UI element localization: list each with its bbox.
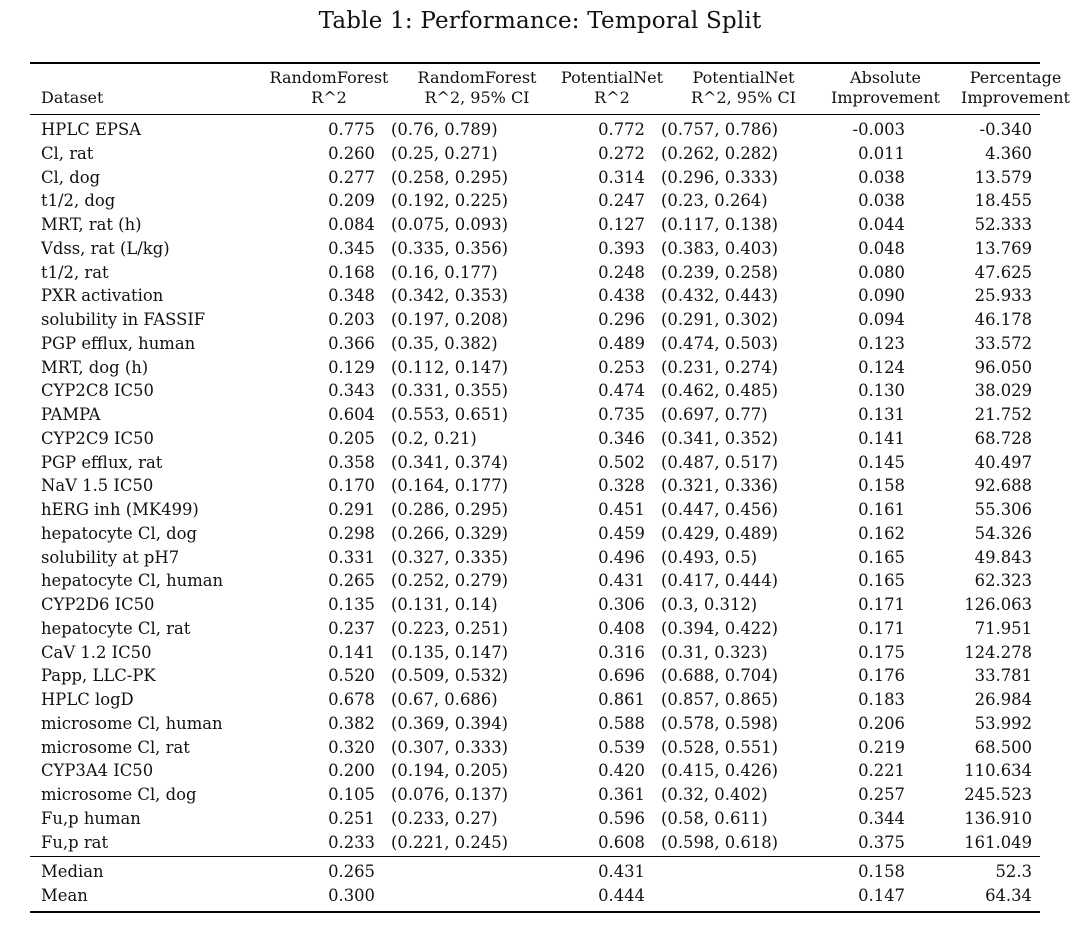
cell-pn-r2: 0.328 — [598, 476, 645, 496]
table-row — [30, 783, 1040, 807]
cell-percentage-improvement: -0.340 — [979, 120, 1032, 139]
cell-rf-ci: (0.135, 0.147) — [391, 642, 509, 662]
cell-pn-r2: 0.408 — [598, 618, 645, 638]
summary-row — [30, 884, 1040, 911]
cell-rf-r2: 0.084 — [328, 215, 375, 234]
cell-percentage-improvement: 13.579 — [974, 167, 1032, 187]
table-row — [30, 712, 1040, 736]
cell-pn-r2: 0.431 — [598, 862, 645, 882]
cell-pn-r2: 0.861 — [598, 690, 645, 709]
cell-percentage-improvement: 47.625 — [974, 262, 1032, 282]
cell-dataset: PGP efflux, rat — [41, 452, 163, 472]
cell-absolute-improvement: 0.176 — [858, 666, 905, 686]
cell-pn-ci: (0.239, 0.258) — [661, 262, 779, 282]
cell-absolute-improvement: 0.161 — [858, 500, 905, 519]
cell-rf-ci: (0.252, 0.279) — [391, 571, 509, 591]
cell-absolute-improvement: -0.003 — [852, 120, 905, 139]
table-row — [30, 284, 1040, 308]
cell-pn-r2: 0.596 — [598, 808, 645, 828]
cell-pn-r2: 0.539 — [598, 737, 645, 757]
cell-absolute-improvement: 0.344 — [858, 808, 905, 828]
results-table — [30, 64, 1080, 114]
cell-percentage-improvement: 4.360 — [985, 143, 1032, 163]
cell-percentage-improvement: 52.333 — [974, 215, 1032, 234]
table-row — [30, 308, 1040, 332]
cell-absolute-improvement: 0.044 — [858, 215, 905, 234]
cell-pn-ci: (0.291, 0.302) — [661, 310, 779, 329]
cell-dataset: Fu,p rat — [41, 832, 109, 852]
table-row — [30, 474, 1040, 498]
cell-pn-r2: 0.431 — [598, 571, 645, 591]
cell-percentage-improvement: 68.728 — [974, 428, 1032, 448]
summary-table — [30, 857, 1040, 911]
cell-rf-ci — [375, 884, 525, 911]
cell-rf-r2: 0.366 — [328, 333, 375, 353]
cell-pn-r2: 0.361 — [598, 785, 645, 804]
table-row — [30, 115, 1040, 142]
cell-absolute-improvement: 0.162 — [858, 523, 905, 543]
cell-rf-r2: 0.233 — [328, 832, 375, 852]
header-pn-ci-line1: PotentialNet — [692, 68, 795, 87]
cell-rf-r2: 0.265 — [328, 862, 375, 882]
cell-percentage-improvement: 18.455 — [974, 191, 1032, 211]
table-row — [30, 688, 1040, 712]
header-pn-r2-line1: PotentialNet — [560, 68, 664, 87]
cell-pn-r2: 0.296 — [598, 310, 645, 329]
cell-dataset: Mean — [41, 886, 88, 906]
cell-percentage-improvement: 55.306 — [974, 500, 1032, 519]
cell-dataset: CYP2C9 IC50 — [41, 428, 154, 448]
header-dataset-label: Dataset — [41, 88, 104, 107]
cell-pn-r2: 0.459 — [598, 523, 645, 543]
cell-pn-ci: (0.462, 0.485) — [661, 381, 779, 401]
cell-percentage-improvement: 46.178 — [974, 310, 1032, 329]
cell-dataset: Cl, dog — [41, 167, 101, 187]
cell-absolute-improvement: 0.011 — [858, 143, 905, 163]
header-abs-line1: Absolute — [850, 68, 921, 87]
cell-rf-ci: (0.76, 0.789) — [391, 120, 498, 139]
cell-rf-r2: 0.343 — [328, 381, 375, 401]
table-summary — [30, 857, 1040, 911]
cell-absolute-improvement: 0.219 — [858, 737, 905, 757]
cell-rf-r2: 0.775 — [328, 120, 375, 139]
table-row — [30, 237, 1040, 261]
cell-rf-r2: 0.170 — [328, 476, 375, 496]
cell-dataset: solubility at pH7 — [41, 547, 180, 567]
cell-pn-r2: 0.272 — [598, 143, 645, 163]
cell-pn-r2: 0.772 — [598, 120, 645, 139]
cell-dataset: HPLC EPSA — [41, 120, 142, 139]
cell-percentage-improvement: 33.781 — [974, 666, 1032, 686]
cell-rf-ci: (0.075, 0.093) — [391, 215, 509, 234]
cell-dataset: t1/2, rat — [41, 262, 109, 282]
cell-dataset: MRT, dog (h) — [41, 357, 149, 377]
cell-pn-ci: (0.394, 0.422) — [661, 618, 779, 638]
cell-pn-r2: 0.438 — [598, 286, 645, 306]
cell-pn-r2: 0.608 — [598, 832, 645, 852]
cell-dataset: PAMPA — [41, 405, 101, 424]
cell-absolute-improvement: 0.165 — [858, 571, 905, 591]
cell-dataset: HPLC logD — [41, 690, 134, 709]
cell-percentage-improvement: 64.34 — [985, 886, 1032, 906]
table-row — [30, 356, 1040, 380]
cell-rf-ci — [375, 857, 525, 884]
header-absolute-improvement — [811, 64, 948, 114]
cell-absolute-improvement: 0.141 — [858, 428, 905, 448]
cell-pn-ci: (0.262, 0.282) — [661, 143, 779, 163]
cell-absolute-improvement: 0.158 — [858, 476, 905, 496]
cell-rf-r2: 0.260 — [328, 143, 375, 163]
cell-percentage-improvement: 52.3 — [995, 862, 1032, 882]
table-row — [30, 379, 1040, 403]
cell-rf-r2: 0.320 — [328, 737, 375, 757]
cell-rf-ci: (0.16, 0.177) — [391, 262, 498, 282]
table-row — [30, 142, 1040, 166]
header-rf-r2 — [256, 64, 394, 114]
cell-pn-ci — [645, 857, 780, 884]
cell-dataset: CaV 1.2 IC50 — [41, 642, 152, 662]
cell-absolute-improvement: 0.206 — [858, 713, 905, 733]
cell-pn-r2: 0.247 — [598, 191, 645, 211]
cell-pn-r2: 0.735 — [598, 405, 645, 424]
bottom-rule — [30, 911, 1040, 913]
header-percentage-improvement — [948, 64, 1080, 114]
cell-rf-r2: 0.141 — [328, 642, 375, 662]
table-row — [30, 807, 1040, 831]
table-row — [30, 451, 1040, 475]
cell-rf-ci: (0.258, 0.295) — [391, 167, 509, 187]
cell-pn-r2: 0.306 — [598, 595, 645, 614]
cell-dataset: microsome Cl, dog — [41, 785, 197, 804]
cell-dataset: hepatocyte Cl, human — [41, 571, 224, 591]
table-row — [30, 261, 1040, 285]
cell-rf-ci: (0.286, 0.295) — [391, 500, 509, 519]
cell-rf-r2: 0.358 — [328, 452, 375, 472]
cell-pn-r2: 0.253 — [598, 357, 645, 377]
cell-percentage-improvement: 49.843 — [974, 547, 1032, 567]
summary-row — [30, 857, 1040, 884]
cell-dataset: CYP3A4 IC50 — [41, 761, 154, 781]
cell-dataset: Papp, LLC-PK — [41, 666, 156, 686]
table-row — [30, 332, 1040, 356]
header-pn-ci — [672, 64, 811, 114]
cell-pn-ci: (0.757, 0.786) — [661, 120, 779, 139]
cell-rf-r2: 0.135 — [328, 595, 375, 614]
cell-pn-ci: (0.3, 0.312) — [661, 595, 758, 614]
header-rf-ci — [394, 64, 552, 114]
cell-rf-ci: (0.307, 0.333) — [391, 737, 509, 757]
header-pn-ci-line2: R^2, 95% CI — [690, 88, 796, 107]
cell-pn-ci: (0.528, 0.551) — [661, 737, 779, 757]
cell-absolute-improvement: 0.038 — [858, 191, 905, 211]
cell-pn-ci: (0.231, 0.274) — [661, 357, 779, 377]
cell-dataset: CYP2C8 IC50 — [41, 381, 154, 401]
cell-percentage-improvement: 38.029 — [974, 381, 1032, 401]
cell-pn-ci: (0.321, 0.336) — [661, 476, 779, 496]
table-row — [30, 166, 1040, 190]
cell-dataset: microsome Cl, human — [41, 713, 223, 733]
table-row — [30, 664, 1040, 688]
cell-percentage-improvement: 245.523 — [964, 785, 1032, 804]
header-pn-r2 — [552, 64, 672, 114]
cell-pn-ci: (0.296, 0.333) — [661, 167, 779, 187]
cell-rf-r2: 0.237 — [328, 618, 375, 638]
cell-absolute-improvement: 0.257 — [858, 785, 905, 804]
cell-pn-ci: (0.493, 0.5) — [661, 547, 758, 567]
table-row — [30, 522, 1040, 546]
cell-dataset: NaV 1.5 IC50 — [41, 476, 154, 496]
header-rf-r2-line2: R^2 — [311, 88, 347, 107]
cell-rf-ci: (0.509, 0.532) — [391, 666, 509, 686]
header-row — [30, 64, 1080, 114]
cell-rf-ci: (0.2, 0.21) — [391, 428, 477, 448]
cell-percentage-improvement: 21.752 — [974, 405, 1032, 424]
table-body — [30, 115, 1040, 856]
header-rf-r2-line1: RandomForest — [269, 68, 389, 87]
cell-absolute-improvement: 0.038 — [858, 167, 905, 187]
cell-pn-ci: (0.487, 0.517) — [661, 452, 779, 472]
cell-percentage-improvement: 62.323 — [974, 571, 1032, 591]
cell-absolute-improvement: 0.221 — [858, 761, 905, 781]
table-row — [30, 569, 1040, 593]
cell-pn-ci: (0.32, 0.402) — [661, 785, 768, 804]
cell-pn-r2: 0.420 — [598, 761, 645, 781]
cell-rf-ci: (0.112, 0.147) — [391, 357, 509, 377]
cell-rf-ci: (0.223, 0.251) — [391, 618, 509, 638]
cell-pn-r2: 0.316 — [598, 642, 645, 662]
cell-rf-ci: (0.335, 0.356) — [391, 238, 509, 258]
cell-pn-ci: (0.383, 0.403) — [661, 238, 779, 258]
cell-rf-r2: 0.105 — [328, 785, 375, 804]
cell-pn-ci: (0.432, 0.443) — [661, 286, 779, 306]
cell-percentage-improvement: 68.500 — [974, 737, 1032, 757]
cell-rf-ci: (0.076, 0.137) — [391, 785, 509, 804]
cell-pn-r2: 0.696 — [598, 666, 645, 686]
cell-rf-ci: (0.194, 0.205) — [391, 761, 509, 781]
cell-rf-r2: 0.205 — [328, 428, 375, 448]
cell-absolute-improvement: 0.175 — [858, 642, 905, 662]
header-abs-line2: Improvement — [831, 88, 940, 107]
cell-pn-ci: (0.598, 0.618) — [661, 832, 779, 852]
cell-percentage-improvement: 54.326 — [974, 523, 1032, 543]
cell-rf-ci: (0.233, 0.27) — [391, 808, 498, 828]
cell-pn-ci: (0.429, 0.489) — [661, 523, 779, 543]
cell-dataset: hERG inh (MK499) — [41, 500, 199, 519]
table-row — [30, 403, 1040, 427]
cell-percentage-improvement: 40.497 — [974, 452, 1032, 472]
cell-rf-r2: 0.209 — [328, 191, 375, 211]
cell-dataset: solubility in FASSIF — [41, 310, 206, 329]
cell-pn-ci: (0.688, 0.704) — [661, 666, 779, 686]
cell-pn-ci: (0.447, 0.456) — [661, 500, 779, 519]
cell-absolute-improvement: 0.165 — [858, 547, 905, 567]
header-rf-ci-line1: RandomForest — [417, 68, 537, 87]
cell-pn-ci: (0.474, 0.503) — [661, 333, 779, 353]
table-row — [30, 593, 1040, 617]
cell-pn-r2: 0.314 — [598, 167, 645, 187]
cell-pn-r2: 0.393 — [598, 238, 645, 258]
cell-absolute-improvement: 0.123 — [858, 333, 905, 353]
cell-rf-r2: 0.678 — [328, 690, 375, 709]
cell-rf-ci: (0.197, 0.208) — [391, 310, 509, 329]
cell-absolute-improvement: 0.158 — [858, 862, 905, 882]
cell-dataset: CYP2D6 IC50 — [41, 595, 155, 614]
cell-percentage-improvement: 92.688 — [974, 476, 1032, 496]
table-row — [30, 498, 1040, 522]
cell-rf-ci: (0.192, 0.225) — [391, 191, 509, 211]
table-row — [30, 759, 1040, 783]
results-body-table — [30, 115, 1040, 856]
table-row — [30, 617, 1040, 641]
cell-pn-ci: (0.697, 0.77) — [661, 405, 768, 424]
cell-rf-ci: (0.331, 0.355) — [391, 381, 509, 401]
cell-pn-r2: 0.346 — [598, 428, 645, 448]
cell-pn-ci: (0.857, 0.865) — [661, 690, 779, 709]
cell-pn-r2: 0.451 — [598, 500, 645, 519]
cell-percentage-improvement: 71.951 — [974, 618, 1032, 638]
cell-rf-r2: 0.382 — [328, 713, 375, 733]
cell-dataset: MRT, rat (h) — [41, 215, 142, 234]
cell-rf-r2: 0.168 — [328, 262, 375, 282]
cell-absolute-improvement: 0.130 — [858, 381, 905, 401]
cell-dataset: PXR activation — [41, 286, 164, 306]
cell-pn-r2: 0.496 — [598, 547, 645, 567]
cell-rf-ci: (0.35, 0.382) — [391, 333, 498, 353]
cell-rf-r2: 0.251 — [328, 808, 375, 828]
cell-percentage-improvement: 13.769 — [974, 238, 1032, 258]
cell-percentage-improvement: 96.050 — [974, 357, 1032, 377]
cell-percentage-improvement: 33.572 — [974, 333, 1032, 353]
cell-rf-ci: (0.327, 0.335) — [391, 547, 509, 567]
cell-rf-r2: 0.200 — [328, 761, 375, 781]
cell-pn-ci: (0.417, 0.444) — [661, 571, 779, 591]
cell-pn-ci: (0.117, 0.138) — [661, 215, 779, 234]
cell-rf-ci: (0.553, 0.651) — [391, 405, 509, 424]
cell-absolute-improvement: 0.171 — [858, 595, 905, 614]
cell-absolute-improvement: 0.183 — [858, 690, 905, 709]
cell-dataset: Cl, rat — [41, 143, 94, 163]
cell-percentage-improvement: 126.063 — [964, 595, 1032, 614]
cell-rf-r2: 0.265 — [328, 571, 375, 591]
table-row — [30, 641, 1040, 665]
cell-dataset: PGP efflux, human — [41, 333, 196, 353]
cell-percentage-improvement: 124.278 — [964, 642, 1032, 662]
cell-rf-ci: (0.341, 0.374) — [391, 452, 509, 472]
cell-absolute-improvement: 0.048 — [858, 238, 905, 258]
cell-rf-r2: 0.129 — [328, 357, 375, 377]
cell-absolute-improvement: 0.147 — [858, 886, 905, 906]
table-row — [30, 427, 1040, 451]
cell-rf-r2: 0.298 — [328, 523, 375, 543]
cell-absolute-improvement: 0.375 — [858, 832, 905, 852]
cell-percentage-improvement: 25.933 — [974, 286, 1032, 306]
performance-table — [30, 62, 1070, 913]
cell-absolute-improvement: 0.145 — [858, 452, 905, 472]
cell-absolute-improvement: 0.090 — [858, 286, 905, 306]
cell-absolute-improvement: 0.131 — [858, 405, 905, 424]
cell-rf-r2: 0.604 — [328, 405, 375, 424]
header-dataset — [30, 64, 256, 114]
cell-dataset: Median — [41, 862, 104, 882]
cell-absolute-improvement: 0.171 — [858, 618, 905, 638]
cell-percentage-improvement: 136.910 — [964, 808, 1032, 828]
header-rf-ci-line2: R^2, 95% CI — [424, 88, 530, 107]
header-pct-line1: Percentage — [969, 68, 1062, 87]
cell-pn-ci: (0.58, 0.611) — [661, 808, 768, 828]
cell-rf-r2: 0.291 — [328, 500, 375, 519]
cell-rf-r2: 0.520 — [328, 666, 375, 686]
cell-rf-ci: (0.221, 0.245) — [391, 832, 509, 852]
cell-percentage-improvement: 53.992 — [974, 713, 1032, 733]
cell-pn-ci: (0.23, 0.264) — [661, 191, 768, 211]
table-row — [30, 546, 1040, 570]
cell-rf-ci: (0.131, 0.14) — [391, 595, 498, 614]
cell-rf-ci: (0.67, 0.686) — [391, 690, 498, 709]
cell-dataset: hepatocyte Cl, rat — [41, 618, 191, 638]
cell-dataset: Fu,p human — [41, 808, 141, 828]
cell-pn-ci — [645, 884, 780, 911]
cell-pn-r2: 0.127 — [598, 215, 645, 234]
cell-absolute-improvement: 0.080 — [858, 262, 905, 282]
cell-percentage-improvement: 26.984 — [974, 690, 1032, 709]
cell-pn-r2: 0.248 — [598, 262, 645, 282]
cell-rf-ci: (0.25, 0.271) — [391, 143, 498, 163]
cell-rf-r2: 0.345 — [328, 238, 375, 258]
table-row — [30, 831, 1040, 857]
cell-rf-r2: 0.348 — [328, 286, 375, 306]
cell-pn-r2: 0.444 — [598, 886, 645, 906]
cell-pn-ci: (0.31, 0.323) — [661, 642, 768, 662]
cell-rf-r2: 0.300 — [328, 886, 375, 906]
cell-absolute-improvement: 0.124 — [858, 357, 905, 377]
cell-absolute-improvement: 0.094 — [858, 310, 905, 329]
cell-rf-ci: (0.342, 0.353) — [391, 286, 509, 306]
cell-dataset: Vdss, rat (L/kg) — [41, 238, 170, 258]
header-pct-line2: Improvement — [961, 88, 1070, 107]
cell-rf-ci: (0.164, 0.177) — [391, 476, 509, 496]
table-caption: Table 1: Performance: Temporal Split — [318, 8, 762, 34]
cell-dataset: hepatocyte Cl, dog — [41, 523, 197, 543]
cell-rf-r2: 0.203 — [328, 310, 375, 329]
cell-dataset: microsome Cl, rat — [41, 737, 190, 757]
cell-pn-ci: (0.341, 0.352) — [661, 428, 779, 448]
table-row — [30, 189, 1040, 213]
table-row — [30, 736, 1040, 760]
cell-pn-r2: 0.502 — [598, 452, 645, 472]
cell-pn-r2: 0.489 — [598, 333, 645, 353]
cell-pn-r2: 0.588 — [598, 713, 645, 733]
cell-percentage-improvement: 161.049 — [964, 832, 1032, 852]
table-row — [30, 213, 1040, 237]
cell-rf-r2: 0.277 — [328, 167, 375, 187]
cell-rf-ci: (0.266, 0.329) — [391, 523, 509, 543]
cell-pn-ci: (0.415, 0.426) — [661, 761, 779, 781]
header-pn-r2-line2: R^2 — [594, 88, 630, 107]
table-header — [30, 64, 1080, 114]
cell-pn-r2: 0.474 — [598, 381, 645, 401]
cell-percentage-improvement: 110.634 — [964, 761, 1032, 781]
cell-rf-r2: 0.331 — [328, 547, 375, 567]
cell-pn-ci: (0.578, 0.598) — [661, 713, 779, 733]
cell-dataset: t1/2, dog — [41, 191, 116, 211]
cell-rf-ci: (0.369, 0.394) — [391, 713, 509, 733]
